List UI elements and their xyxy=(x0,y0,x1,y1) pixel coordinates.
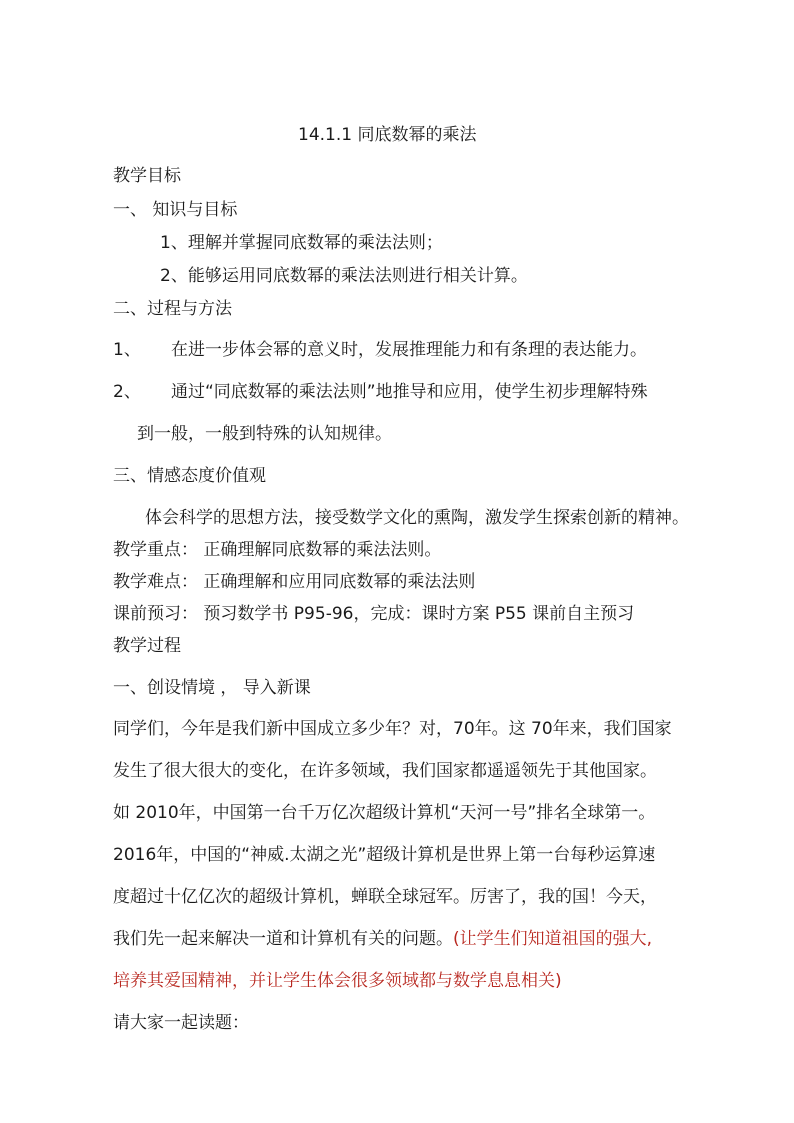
section1-item-1: 1、理解并掌握同底数幂的乘法法则； xyxy=(160,233,443,253)
preview: 课前预习： 预习数学书 P95-96，完成：课时方案 P55 课前自主预习 xyxy=(113,604,635,624)
intro-line-1: 同学们，今年是我们新中国成立多少年？对，70年。这 70年来，我们国家 xyxy=(113,719,672,739)
section2-item2-number: 2、 xyxy=(113,382,141,402)
intro-line-6-text: 我们先一起来解决一道和计算机有关的问题。 xyxy=(113,929,453,949)
section3-text: 体会科学的思想方法，接受数学文化的熏陶，激发学生探索创新的精神。 xyxy=(145,508,689,528)
read-prompt: 请大家一起读题： xyxy=(113,1013,249,1033)
key-point: 教学重点： 正确理解同底数幂的乘法法则。 xyxy=(113,540,442,560)
objectives-heading: 教学目标 xyxy=(113,166,181,186)
intro-line-2: 发生了很大很大的变化，在许多领域，我们国家都遥遥领先于其他国家。 xyxy=(113,761,657,781)
teacher-note-start: (让学生们知道祖国的强大, xyxy=(453,929,653,949)
section2-item2-text-line1: 通过“同底数幂的乘法法则”地推导和应用，使学生初步理解特殊 xyxy=(171,382,648,402)
teacher-note-end: 培养其爱国精神，并让学生体会很多领域都与数学息息相关) xyxy=(113,971,562,991)
section2-item1-number: 1、 xyxy=(113,340,141,360)
step1-heading: 一、创设情境 ， 导入新课 xyxy=(113,678,311,698)
section3-heading: 三、情感态度价值观 xyxy=(113,466,266,486)
process-heading: 教学过程 xyxy=(113,636,181,656)
document-title: 14.1.1 同底数幂的乘法 xyxy=(298,125,477,145)
intro-line-3: 如 2010年，中国第一台千万亿次超级计算机“天河一号”排名全球第一。 xyxy=(113,803,656,823)
section1-heading: 一、 知识与目标 xyxy=(113,200,238,220)
section2-item2-text-line2: 到一般，一般到特殊的认知规律。 xyxy=(137,424,392,444)
section1-item-2: 2、能够运用同底数幂的乘法法则进行相关计算。 xyxy=(160,266,528,286)
section2-heading: 二、过程与方法 xyxy=(113,299,232,319)
intro-line-4: 2016年，中国的“神威.太湖之光”超级计算机是世界上第一台每秒运算速 xyxy=(113,845,656,865)
intro-line-5: 度超过十亿亿次的超级计算机，蝉联全球冠军。厉害了，我的国！今天， xyxy=(113,887,657,907)
difficulty: 教学难点： 正确理解和应用同底数幂的乘法法则 xyxy=(113,572,476,592)
intro-line-6 xyxy=(113,929,652,949)
section2-item1-text: 在进一步体会幂的意义时，发展推理能力和有条理的表达能力。 xyxy=(171,340,647,360)
